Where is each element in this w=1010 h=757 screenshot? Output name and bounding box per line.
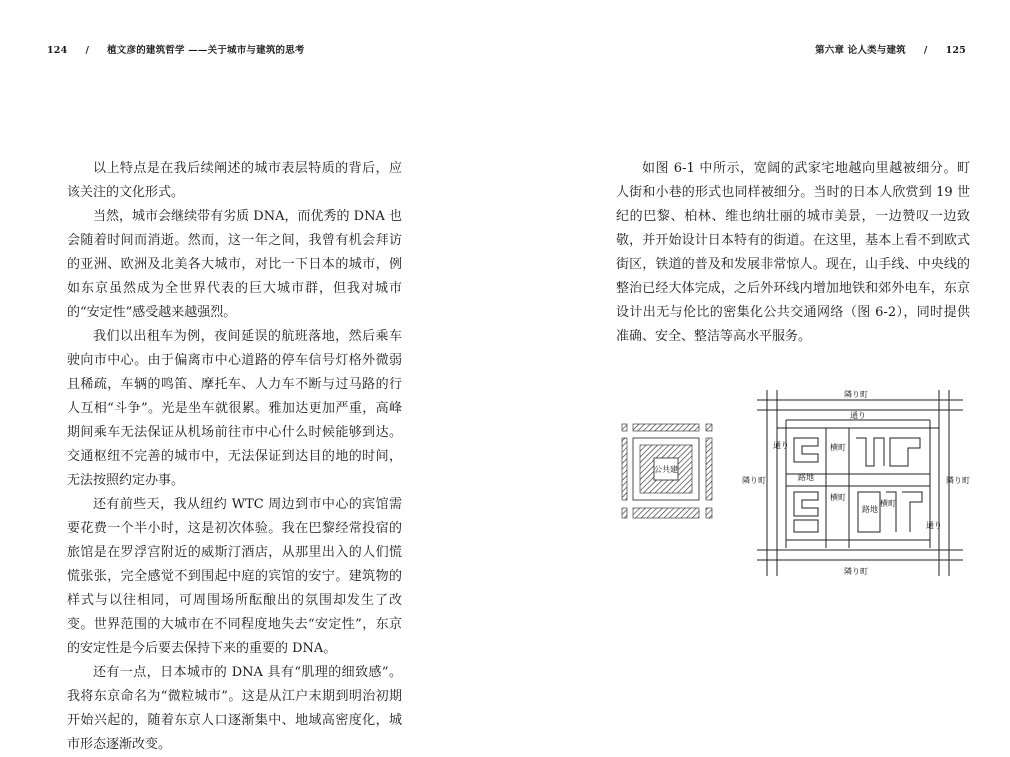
- paragraph: 还有前些天，我从纽约 WTC 周边到市中心的宾馆需要花费一个半小时，这是初次体验。我在巴黎经常投宿的旅馆是在罗浮宫附近的威斯汀酒店，从那里出入的人们慌慌张张，完全感觉不到围起中庭的宾馆的安宁。建筑物的样式与以往相同，可周围场所酝酿出的氛围却发生了改变。世界范围的大城市在不同程度地失去“安定性”，东京的安定性是今后要去保持下来的重要的 DNA。: [67, 497, 402, 656]
- block-diagram-svg: [618, 388, 970, 578]
- central-block-diagram: [622, 424, 712, 518]
- label-side-street-2: 横町: [830, 493, 846, 502]
- paragraph: 我们以出租车为例，夜间延误的航班落地，然后乘车驶向市中心。由于偏离市中心道路的停车信号灯格外微弱且稀疏，车辆的鸣笛、摩托车、人力车不断与过马路的行人互相“斗争”。光是坐车就很累。雅加达更加严重，高峰期间乘车无法保证从机场前往市中心什么时候能够到达。交通枢纽不完善的城市中，无法保证到达目的地的时间，无法按照约定办事。: [67, 329, 402, 488]
- paragraph: 以上特点是在我后续阐述的城市表层特质的背后，应该关注的文化形式。: [67, 161, 402, 200]
- urban-block-diagram: [618, 388, 970, 578]
- central-label: 公共建: [654, 465, 678, 474]
- label-street-left: 隣り町: [742, 476, 766, 485]
- book-title: 植文彦的建筑哲学 ——关于城市与建筑的思考: [107, 45, 305, 56]
- label-street-bottom: 隣り町: [844, 567, 868, 576]
- label-side-street-3: 横町: [880, 499, 896, 508]
- chapter-title: 第六章 论人类与建筑: [815, 45, 906, 56]
- right-page: [505, 0, 1010, 750]
- right-running-head: [815, 42, 966, 56]
- left-body-text: [67, 157, 402, 757]
- label-street-top: 隣り町: [844, 390, 868, 399]
- label-lane-top: 通り: [850, 411, 866, 420]
- right-header-separator: /: [923, 45, 928, 56]
- left-page-number: 124: [47, 45, 68, 56]
- label-street-right: 隣り町: [946, 476, 970, 485]
- paragraph: 如图 6-1 中所示，宽阔的武家宅地越向里越被细分。町人街和小巷的形式也同样被细分。当时的日本人欣赏到 19 世纪的巴黎、柏林、维也纳壮丽的城市美景，一边赞叹一边致敬，并开始设计日本特有的街道。在这里，基本上看不到欧式街区，铁道的普及和发展非常惊人。现在，山手线、中央线的整治已经大体完成，之后外环线内增加地铁和郊外电车，东京设计出无与伦比的密集化公共交通网络（图 6-2），同时提供准确、安全、整洁等高水平服务。: [616, 161, 970, 344]
- label-alley-2: 路地: [862, 505, 878, 514]
- label-side-street-1: 横町: [830, 443, 846, 452]
- label-lane-right: 通り: [926, 521, 942, 530]
- right-body-text: [616, 157, 970, 349]
- left-page: [0, 0, 505, 750]
- paragraph: 还有一点，日本城市的 DNA 具有“肌理的细致感”。我将东京命名为“微粒城市”。这是从江户末期到明治初期开始兴起的，随着东京人口逐渐集中、地域高密度化，城市形态逐渐改变。: [67, 665, 402, 752]
- left-header-separator: /: [85, 45, 90, 56]
- paragraph: 当然，城市会继续带有劣质 DNA，而优秀的 DNA 也会随着时间而消逝。然而，这一年之间，我曾有机会拜访的亚洲、欧洲及北美各大城市，对比一下日本的城市，例如东京虽然成为全世界代表的巨大城市群，但我对城市的“安定性”感受越来越强烈。: [67, 209, 402, 320]
- left-running-head: [47, 42, 305, 56]
- label-alley-1: 路地: [798, 473, 814, 482]
- label-lane-left: 通り: [773, 441, 789, 450]
- right-page-number: 125: [945, 45, 966, 56]
